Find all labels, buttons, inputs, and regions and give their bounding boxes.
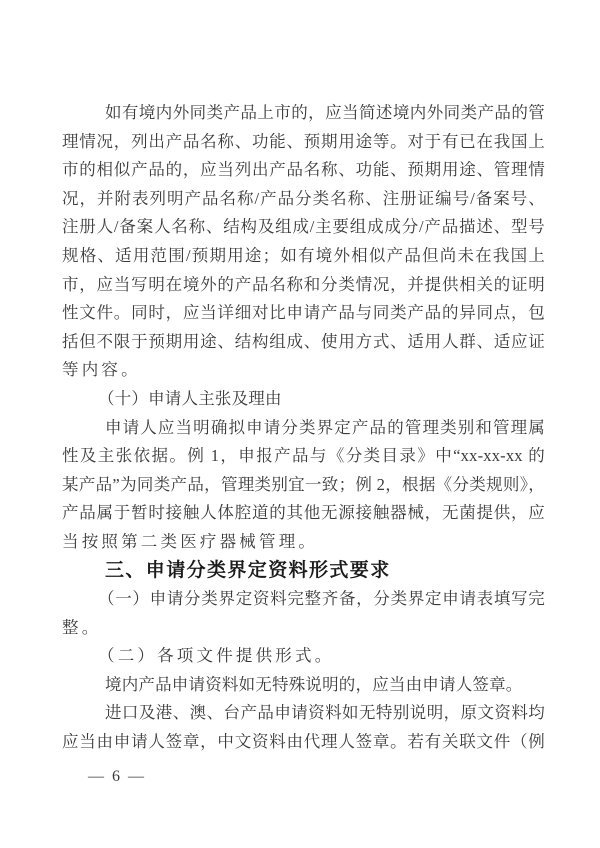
subsection-heading: （十）申请人主张及理由 xyxy=(98,388,282,408)
section-heading: 三、申请分类界定资料形式要求 xyxy=(105,559,391,581)
text-line: 产品属于暂时接触人体腔道的其他无源接触器械，无菌提供，应 xyxy=(62,503,545,523)
text-line: 市，应当写明在境外的产品名称和分类情况，并提供相关的证明 xyxy=(62,274,545,294)
text-line: 进口及港、澳、台产品申请资料如无特别说明，原文资料均 xyxy=(105,703,545,723)
text-line: 申请人应当明确拟申请分类界定产品的管理类别和管理属 xyxy=(105,417,545,437)
text-line: 况，并附表列明产品名称/产品分类名称、注册证编号/备案号、 xyxy=(62,188,545,208)
text-line: 整。 xyxy=(62,617,102,637)
text-line: 某产品”为同类产品，管理类别宜一致；例 2，根据《分类规则》， xyxy=(62,474,545,494)
text-line: 境内产品申请资料如无特殊说明的，应当由申请人签章。 xyxy=(105,674,523,694)
text-line: 理情况，列出产品名称、功能、预期用途等。对于有已在我国上 xyxy=(62,131,545,151)
text-line: 市的相似产品的，应当列出产品名称、功能、预期用途、管理情 xyxy=(62,160,545,180)
text-line: 括但不限于预期用途、结构组成、使用方式、适用人群、适应证 xyxy=(62,331,545,351)
text-line: 性及主张依据。例 1，申报产品与《分类目录》中“xx-xx-xx 的 xyxy=(62,446,545,466)
list-item-line: （一）申请分类界定资料完整齐备，分类界定申请表填写完 xyxy=(98,589,545,609)
page-number: — 6 — xyxy=(88,768,146,785)
text-line: 应当由申请人签章，中文资料由代理人签章。若有关联文件（例 xyxy=(62,732,545,752)
text-line: 性文件。同时，应当详细对比申请产品与同类产品的异同点，包 xyxy=(62,303,545,323)
text-line: 规格、适用范围/预期用途；如有境外相似产品但尚未在我国上 xyxy=(62,245,545,265)
text-line: 注册人/备案人名称、结构及组成/主要组成成分/产品描述、型号 xyxy=(62,217,545,237)
text-line: 等内容。 xyxy=(62,360,141,380)
text-line: 当按照第二类医疗器械管理。 xyxy=(62,531,319,551)
document-body xyxy=(62,99,545,757)
text-line: 如有境内外同类产品上市的，应当简述境内外同类产品的管 xyxy=(105,103,545,122)
list-item-line: （二）各项文件提供形式。 xyxy=(98,646,335,666)
